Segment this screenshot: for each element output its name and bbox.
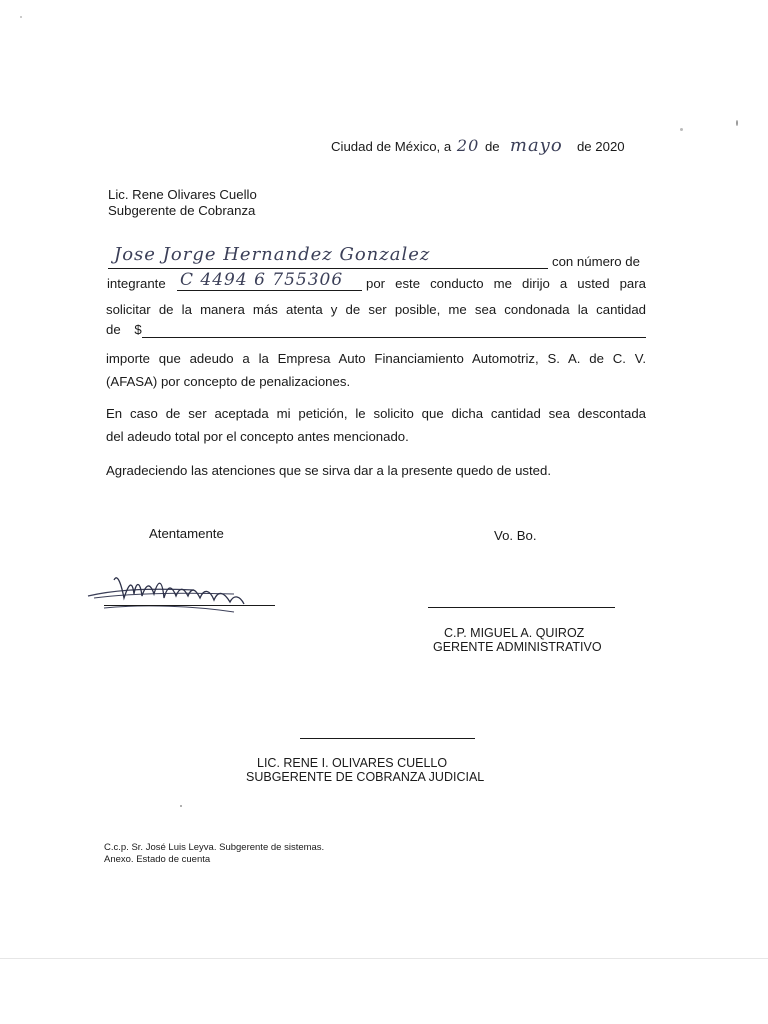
date-place-prefix: Ciudad de México, a <box>331 139 452 154</box>
handwritten-signature <box>84 568 284 618</box>
para2-line-2: del adeudo total por el concepto antes mencionado. <box>106 429 409 444</box>
amount-label: de <box>106 322 121 337</box>
handwritten-name: Jose Jorge Hernandez Gonzalez <box>114 244 431 265</box>
handwritten-member-number: C 4494 6 755306 <box>180 270 344 290</box>
line2-suffix <box>366 276 646 291</box>
integrante-label: integrante <box>107 276 166 291</box>
date-line <box>331 135 625 156</box>
left-signature-line <box>104 605 275 606</box>
right-signer-name: C.P. MIGUEL A. QUIROZ <box>444 626 585 640</box>
date-de-2: de <box>576 139 592 154</box>
addressee-name: Lic. Rene Olivares Cuello <box>108 187 257 202</box>
scan-edge-line <box>0 958 768 959</box>
line1-suffix: con número de <box>552 254 640 269</box>
body-line-3: solicitar de la manera más atenta y de ser posible, me sea condonada la cantidad <box>106 302 646 317</box>
anexo-line: Anexo. Estado de cuenta <box>104 854 211 865</box>
center-signer-title: SUBGERENTE DE COBRANZA JUDICIAL <box>246 770 485 784</box>
amount-symbol: $ <box>134 322 142 337</box>
scan-speck <box>20 16 22 18</box>
para3: Agradeciendo las atenciones que se sirva dar a la presente quedo de usted. <box>106 463 552 478</box>
ccp-line: C.c.p. Sr. José Luis Leyva. Subgerente de sistemas. <box>104 842 325 853</box>
amount-row <box>106 322 142 337</box>
scan-speck <box>680 128 683 131</box>
addressee-title: Subgerente de Cobranza <box>108 203 256 218</box>
right-signer-title: GERENTE ADMINISTRATIVO <box>433 640 602 654</box>
right-signature-line <box>428 607 615 608</box>
body-line-6: (AFASA) por concepto de penalizaciones. <box>106 374 351 389</box>
amount-fill-line <box>142 321 646 338</box>
scan-speck <box>180 805 182 807</box>
scan-speck <box>736 120 738 126</box>
date-month-handwritten: mayo <box>509 135 563 156</box>
center-signer-name: LIC. RENE I. OLIVARES CUELLO <box>257 756 448 770</box>
body-line-5: importe que adeudo a la Empresa Auto Financiamiento Automotriz, S. A. de C. V. <box>106 351 646 366</box>
atentamente-label: Atentamente <box>149 526 224 541</box>
para2-line-1: En caso de ser aceptada mi petición, le solicito que dicha cantidad sea descontada <box>106 406 646 421</box>
date-year: 2020 <box>595 139 625 154</box>
vobo-label: Vo. Bo. <box>494 528 537 543</box>
date-day-handwritten: 20 <box>456 136 480 155</box>
date-de-1: de <box>484 139 500 154</box>
center-signature-line <box>300 738 475 739</box>
line2-suffix-text: por este conducto me dirijo a usted para <box>366 276 646 291</box>
